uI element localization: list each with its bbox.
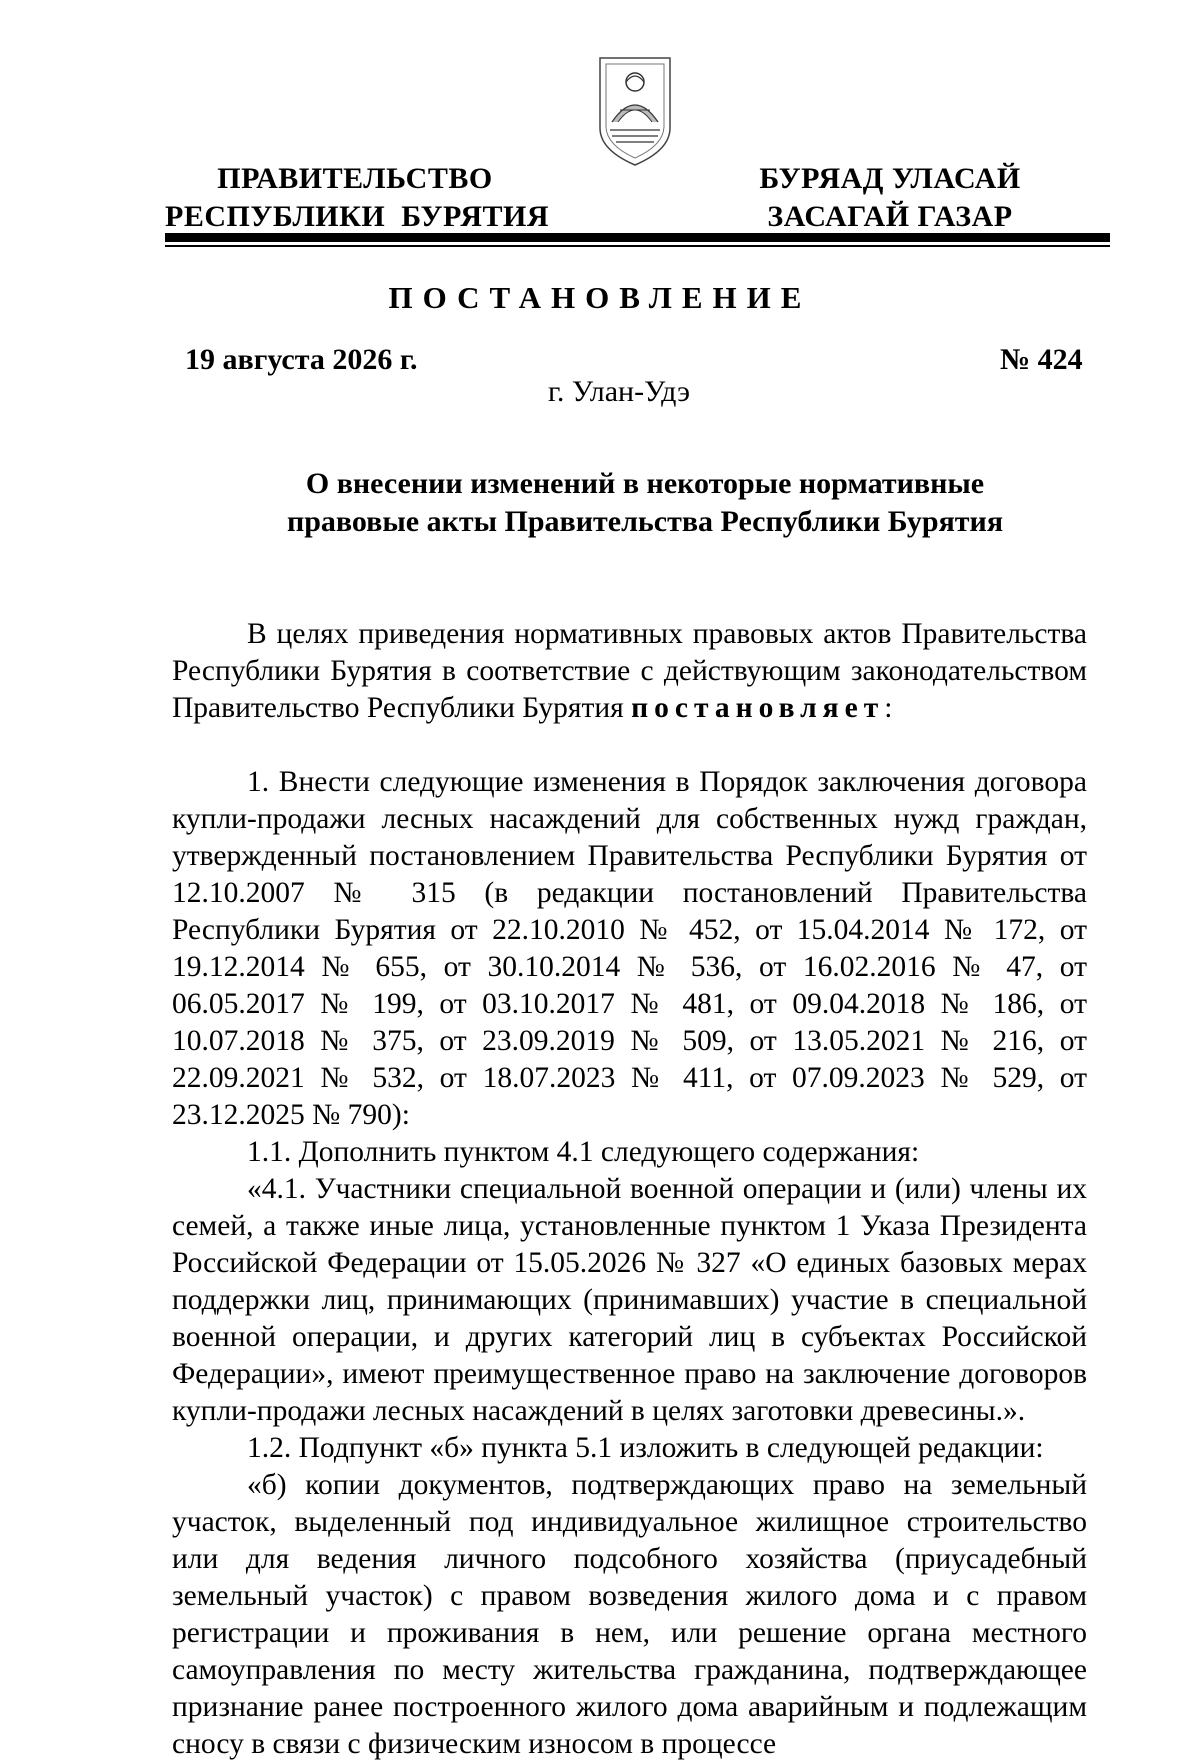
item-1-2-paragraph: 1.2. Подпункт «б» пункта 5.1 изложить в следующей редакции:: [247, 1432, 1044, 1464]
preamble-text: В целях приведения нормативных правовых актов Правительства Республики Бурятия в соответствие с действующим законодательством Правительство Республики Бурятия: [172, 618, 1087, 724]
document-body: [172, 616, 1087, 1763]
title-line-2: правовые акты Правительства Республики Бурятия: [286, 505, 1004, 538]
document-date: 19 августа 2026 г.: [185, 343, 418, 376]
item-4-1-quote-paragraph: «4.1. Участники специальной военной операции и (или) члены их семей, а также иные лица, установленные пунктом 1 Указа Президента Российской Федерации от 15.05.2026 № 327 «О единых базовых мерах поддержки лиц, принимающих (принимавших) участие в специальной военной операции, и других категорий лиц в субъектах Российской Федерации», имеют преимущественное право на заключение договоров купли-продажи лесных насаждений в целях заготовки древесины.».: [172, 1173, 1087, 1427]
coat-of-arms-icon: [590, 50, 680, 170]
resolves-colon: :: [884, 692, 893, 724]
header-divider-thick: [165, 233, 1110, 242]
resolves-word: постановляет: [631, 692, 885, 724]
issuer-name-buryat: [745, 160, 1035, 236]
preamble-paragraph: [172, 616, 1087, 727]
document-city: г. Улан-Удэ: [547, 375, 691, 408]
item-b-quote-paragraph: «б) копии документов, подтверждающих право на земельный участок, выделенный под индивидуальное жилищное строительство или для ведения личного подсобного хозяйства (приусадебный земельный участок) с правом возведения жилого дома и с правом регистрации и проживания в нем, или решение органа местного самоуправления по месту жительства гражданина, подтверждающее признание ранее построенного жилого дома аварийным и подлежащим сносу в связи с физическим износом в процессе: [172, 1469, 1087, 1760]
issuer-line-2: РЕСПУБЛИКИ БУРЯТИЯ: [165, 200, 550, 233]
document-title: [185, 465, 1105, 541]
issuer-buryat-line-1: БУРЯАД УЛАСАЙ: [759, 162, 1021, 195]
item-1-1-paragraph: 1.1. Дополнить пунктом 4.1 следующего содержания:: [247, 1136, 920, 1168]
issuer-buryat-line-2: ЗАСАГАЙ ГАЗАР: [767, 200, 1013, 233]
item-1-paragraph: 1. Внести следующие изменения в Порядок заключения договора купли-продажи лесных насаждений для собственных нужд граждан, утвержденный постановлением Правительства Республики Бурятия от 12.10.2007 № 315 (в редакции постановлений Правительства Республики Бурятия от 22.10.2010 № 452, от 15.04.2014 № 172, от 19.12.2014 № 655, от 30.10.2014 № 536, от 16.02.2016 № 47, от 06.05.2017 № 199, от 03.10.2017 № 481, от 09.04.2018 № 186, от 10.07.2018 № 375, от 23.09.2019 № 509, от 13.05.2021 № 216, от 22.09.2021 № 532, от 18.07.2023 № 411, от 07.09.2023 № 529, от 23.12.2025 № 790):: [172, 766, 1087, 1131]
title-line-1: О внесении изменений в некоторые нормативные: [305, 467, 985, 500]
document-type: ПОСТАНОВЛЕНИЕ: [388, 280, 812, 315]
document-number: № 424: [1000, 343, 1083, 376]
issuer-line-1: ПРАВИТЕЛЬСТВО: [217, 162, 493, 195]
header-divider-thin: [165, 245, 1110, 247]
issuer-name-russian: [165, 160, 550, 236]
